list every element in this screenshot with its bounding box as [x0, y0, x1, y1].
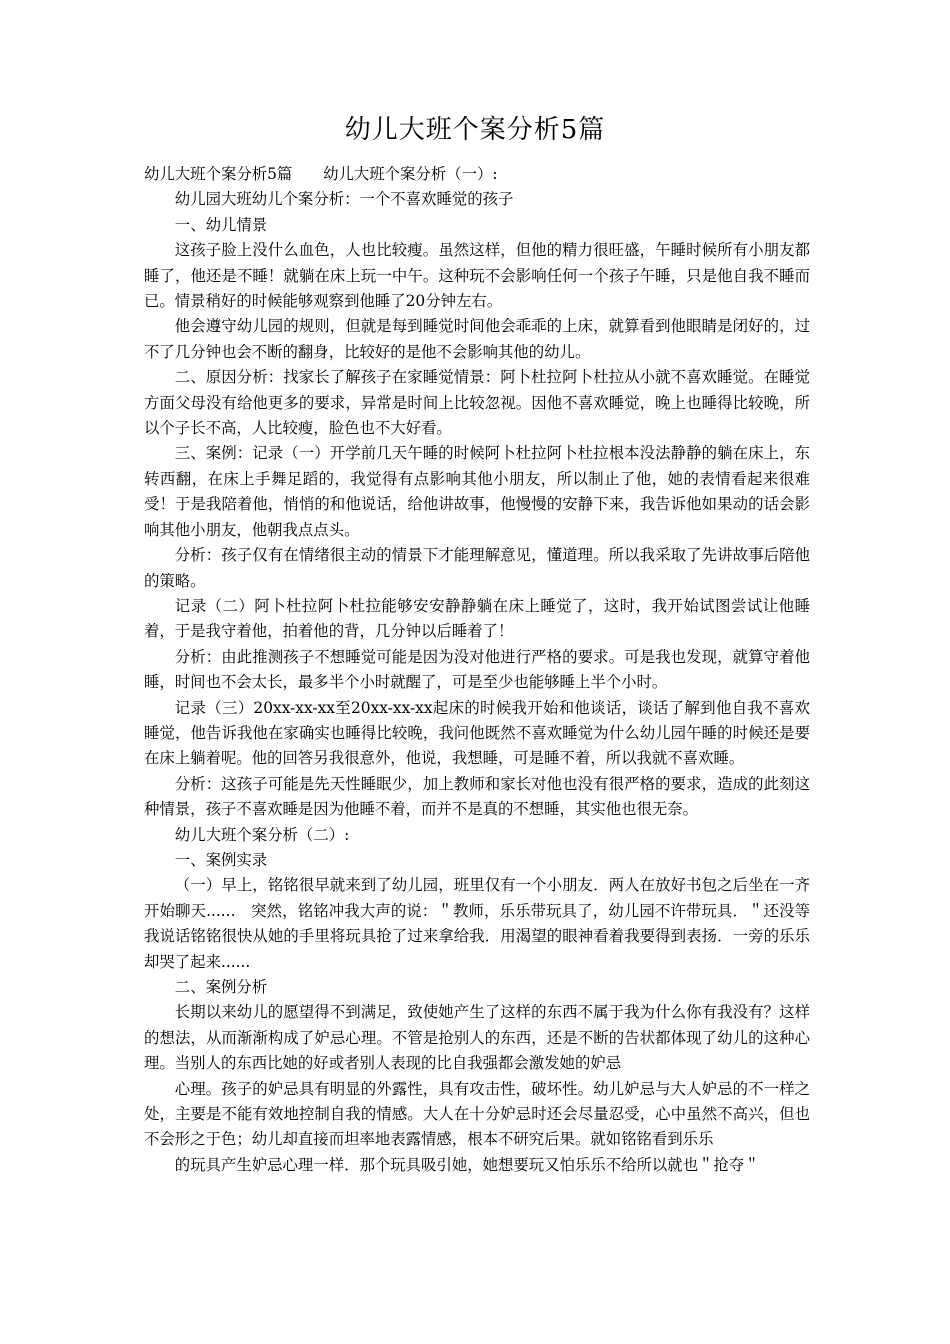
paragraph: 三、案例：记录（一）开学前几天午睡的时候阿卜杜拉阿卜杜拉根本没法静静的躺在床上，东转西翻，在床上手舞足蹈的，我觉得有点影响其他小朋友，所以制止了他，她的表情看起来很难受！于是我陪着他，悄悄的和他说话，给他讲故事，他慢慢的安静下来，我告诉他如果动的话会影响其他小朋友，他朝我点点头。: [144, 444, 810, 539]
paragraph: 心理。孩子的妒忌具有明显的外露性，具有攻击性，破坏性。幼儿妒忌与大人妒忌的不一样之处，主要是不能有效地控制自我的情感。大人在十分妒忌时还会尽量忍受，心中虽然不高兴，但也不会形之于色；幼儿却直接而坦率地表露情感，根本不研究后果。就如铭铭看到乐乐: [144, 1079, 810, 1149]
paragraph: 这孩子脸上没什么血色，人也比较瘦。虽然这样，但他的精力很旺盛，午睡时候所有小朋友都睡了，他还是不睡！就躺在床上玩一中午。这种玩不会影响任何一个孩子午睡，只是他自我不睡而已。情景稍好的时候能够观察到他睡了20分钟左右。: [144, 241, 810, 311]
paragraph: 他会遵守幼儿园的规则，但就是每到睡觉时间他会乖乖的上床，就算看到他眼睛是闭好的，过不了几分钟也会不断的翻身，比较好的是他不会影响其他的幼儿。: [144, 317, 810, 361]
paragraph: 的玩具产生妒忌心理一样．那个玩具吸引她，她想要玩又怕乐乐不给所以就也＂抢夺＂: [174, 1155, 760, 1174]
paragraph: 二、原因分析：找家长了解孩子在家睡觉情景：阿卜杜拉阿卜杜拉从小就不喜欢睡觉。在睡觉方面父母没有给他更多的要求，异常是时间上比较忽视。因他不喜欢睡觉，晚上也睡得比较晚，所以个子长不高，人比较瘦，脸色也不大好看。: [144, 368, 810, 438]
paragraph: 记录（三）20xx-xx-xx至20xx-xx-xx起床的时候我开始和他谈话，谈话了解到他自我不喜欢睡觉，他告诉我他在家确实也睡得比较晚，我问他既然不喜欢睡觉为什么幼儿园午睡的时候还是要在床上躺着呢。他的回答另我很意外，他说，我想睡，可是睡不着，所以我就不喜欢睡。: [144, 698, 810, 768]
paragraph: 幼儿大班个案分析（二）:: [174, 825, 350, 844]
paragraph: 分析：这孩子可能是先天性睡眠少，加上教师和家长对他也没有很严格的要求，造成的此刻这种情景，孩子不喜欢睡是因为他睡不着，而并不是真的不想睡，其实他也很无奈。: [144, 774, 810, 819]
document-title: 幼儿大班个案分析5篇: [344, 115, 606, 145]
paragraph: 一、幼儿情景: [174, 215, 268, 234]
paragraph: 记录（二）阿卜杜拉阿卜杜拉能够安安静静躺在床上睡觉了，这时，我开始试图尝试让他睡着，于是我守着他，拍着他的背，几分钟以后睡着了！: [144, 596, 810, 641]
paragraph: 幼儿大班个案分析5篇 幼儿大班个案分析（一）:: [144, 165, 498, 183]
paragraph: 分析：孩子仅有在情绪很主动的情景下才能理解意见，懂道理。所以我采取了先讲故事后陪他的策略。: [144, 546, 810, 590]
document-body: [144, 162, 810, 1178]
paragraph: 一、案例实录: [174, 850, 268, 869]
paragraph: 长期以来幼儿的愿望得不到满足，致使她产生了这样的东西不属于我为什么你有我没有？这样的想法，从而渐渐构成了妒忌心理。不管是抢别人的东西，还是不断的告状都体现了幼儿的这种心理。当别人的东西比她的好或者别人表现的比自我强都会激发她的妒忌: [144, 1003, 810, 1073]
paragraph: 二、案例分析: [174, 978, 268, 996]
paragraph: （一）早上，铭铭很早就来到了幼儿园，班里仅有一个小朋友．两人在放好书包之后坐在一齐开始聊天...... 突然，铭铭冲我大声的说：＂教师，乐乐带玩具了，幼儿园不许带玩具．＂还没等我说话铭铭很快从她的手里将玩具抢了过来拿给我．用渴望的眼神看着我要得到表扬．一旁的乐乐却哭了起来......: [144, 876, 810, 971]
paragraph: 幼儿园大班幼儿个案分析：一个不喜欢睡觉的孩子: [174, 190, 514, 209]
paragraph: 分析：由此推测孩子不想睡觉可能是因为没对他进行严格的要求。可是我也发现，就算守着他睡，时间也不会太长，最多半个小时就醒了，可是至少也能够睡上半个小时。: [144, 647, 810, 692]
